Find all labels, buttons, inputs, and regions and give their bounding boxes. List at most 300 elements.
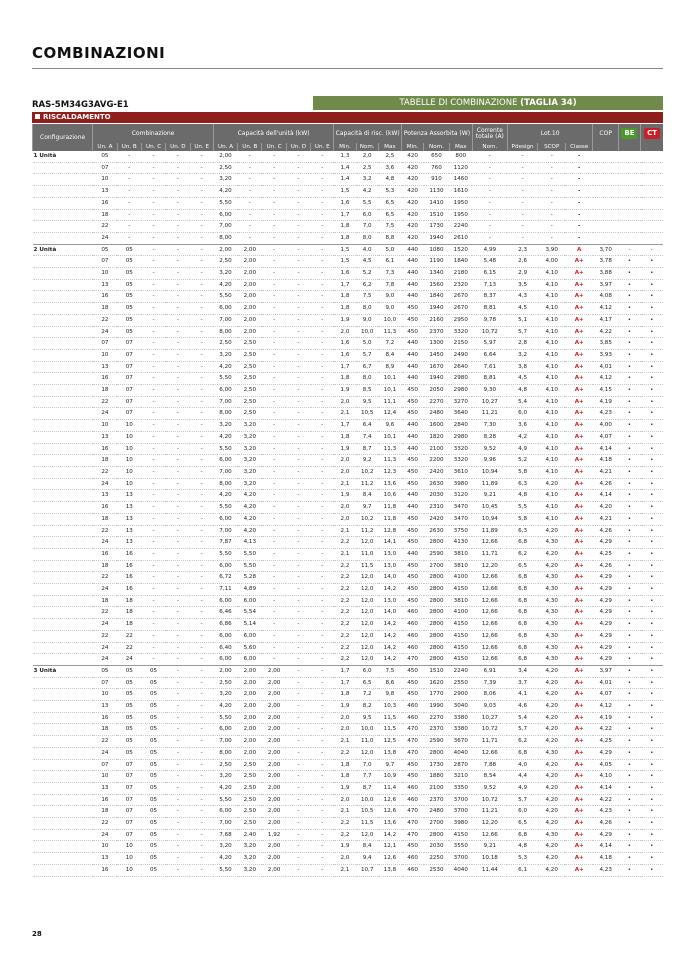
table-row (33, 689, 664, 701)
table-cell: - (286, 326, 310, 338)
table-cell: 2,00 (262, 782, 286, 794)
table-cell: 4,22 (593, 724, 618, 736)
table-cell: 2150 (449, 338, 472, 350)
table-cell: 14,2 (378, 829, 401, 841)
table-cell: 05 (117, 303, 141, 315)
table-cell: - (507, 162, 538, 174)
table-cell: - (311, 560, 334, 572)
table-cell: 4,20 (538, 560, 565, 572)
table-cell: 4,30 (538, 747, 565, 759)
table-cell: 6,86 (213, 619, 237, 631)
table-cell: 7,00 (213, 396, 237, 408)
table-cell: 05 (141, 677, 165, 689)
table-cell: 2,1 (334, 525, 356, 537)
table-cell: 4,15 (593, 385, 618, 397)
table-cell: 2800 (424, 584, 449, 596)
energy-class: A+ (565, 338, 593, 350)
table-cell: • (641, 548, 663, 560)
table-cell: 2,50 (238, 396, 262, 408)
table-cell: - (262, 584, 286, 596)
table-cell: 4,5 (356, 256, 378, 268)
table-cell: - (141, 221, 165, 233)
table-cell: • (618, 385, 640, 397)
table-cell: 450 (402, 525, 424, 537)
table-cell: - (190, 396, 213, 408)
table-cell: 3810 (449, 595, 472, 607)
table-cell: - (190, 689, 213, 701)
config-label (33, 431, 93, 443)
table-cell: 2,50 (213, 759, 237, 771)
table-cell: - (262, 443, 286, 455)
table-cell: 4,10 (538, 420, 565, 432)
table-cell: - (311, 455, 334, 467)
table-cell: - (166, 478, 190, 490)
table-cell: 3120 (449, 490, 472, 502)
table-cell: 12,0 (356, 747, 378, 759)
table-cell: - (141, 396, 165, 408)
table-cell: - (238, 197, 262, 209)
table-cell: 6,00 (213, 654, 237, 666)
table-row (33, 525, 664, 537)
table-cell: 5,8 (507, 466, 538, 478)
table-cell: - (190, 665, 213, 677)
table-cell: - (311, 642, 334, 654)
table-cell: 07 (117, 349, 141, 361)
energy-class: A+ (565, 771, 593, 783)
table-cell: - (166, 420, 190, 432)
table-cell: 3,2 (356, 174, 378, 186)
table-cell: 460 (402, 782, 424, 794)
table-cell: 2250 (424, 853, 449, 865)
table-cell: - (311, 782, 334, 794)
energy-class: A+ (565, 584, 593, 596)
table-cell: 5,3 (507, 853, 538, 865)
table-cell: 12,8 (378, 525, 401, 537)
table-cell: 2590 (424, 736, 449, 748)
table-cell: - (472, 174, 507, 186)
table-cell: 07 (93, 759, 117, 771)
table-cell: - (190, 349, 213, 361)
table-cell: 4,17 (593, 314, 618, 326)
table-cell: 1840 (424, 291, 449, 303)
table-cell: 2160 (424, 314, 449, 326)
table-cell: 05 (141, 747, 165, 759)
table-cell: 10,0 (356, 326, 378, 338)
table-cell: - (141, 268, 165, 280)
table-cell: - (190, 431, 213, 443)
energy-class: A+ (565, 455, 593, 467)
energy-class: A+ (565, 759, 593, 771)
table-cell: 7,11 (213, 584, 237, 596)
table-cell: 8,8 (378, 232, 401, 244)
table-row (33, 338, 664, 350)
table-cell: 13,8 (378, 864, 401, 876)
table-cell: 1300 (424, 338, 449, 350)
table-cell: 1,6 (334, 349, 356, 361)
table-cell: 4,20 (538, 712, 565, 724)
config-label (33, 689, 93, 701)
table-cell: - (311, 303, 334, 315)
table-cell: 440 (402, 502, 424, 514)
table-cell: 18 (93, 560, 117, 572)
table-cell: 4,00 (538, 256, 565, 268)
section-label: RISCALDAMENTO (43, 113, 111, 121)
table-cell: • (618, 314, 640, 326)
table-cell: - (166, 642, 190, 654)
table-cell: - (507, 186, 538, 198)
table-cell: 2,2 (334, 747, 356, 759)
table-cell: - (166, 806, 190, 818)
table-row (33, 232, 664, 244)
table-cell: 10 (117, 466, 141, 478)
table-row (33, 701, 664, 713)
table-cell: 4,10 (538, 490, 565, 502)
table-cell: - (286, 759, 310, 771)
table-cell: 7,3 (378, 268, 401, 280)
table-cell: 5,50 (213, 502, 237, 514)
table-cell: 9,96 (472, 455, 507, 467)
table-cell: 4,10 (538, 385, 565, 397)
table-cell: 1,8 (334, 431, 356, 443)
energy-class: - (565, 174, 593, 186)
header-ct (641, 124, 663, 143)
table-cell: 6,7 (356, 361, 378, 373)
table-cell: - (166, 268, 190, 280)
table-cell: 2800 (424, 630, 449, 642)
table-cell: 4,20 (538, 689, 565, 701)
table-cell: - (141, 420, 165, 432)
table-cell: 2,00 (262, 759, 286, 771)
table-cell: 1,9 (334, 490, 356, 502)
table-cell: 6,8 (507, 642, 538, 654)
table-cell: 10,0 (356, 794, 378, 806)
table-cell: 2,00 (262, 853, 286, 865)
table-cell: - (286, 818, 310, 830)
table-cell: 5,7 (356, 349, 378, 361)
table-cell: 10 (117, 853, 141, 865)
section-bar (32, 112, 663, 123)
table-cell: - (286, 291, 310, 303)
table-cell: 6,46 (213, 607, 237, 619)
table-cell: 6,8 (507, 607, 538, 619)
table-cell: 6,00 (213, 806, 237, 818)
table-cell: - (117, 162, 141, 174)
table-row (33, 712, 664, 724)
table-cell: - (190, 326, 213, 338)
table-cell: 4,10 (538, 513, 565, 525)
energy-class: A+ (565, 782, 593, 794)
table-cell: 5,7 (507, 794, 538, 806)
table-cell: • (641, 619, 663, 631)
table-cell: - (190, 186, 213, 198)
table-cell: 1,5 (334, 186, 356, 198)
table-cell: 3,90 (538, 244, 565, 256)
table-cell: - (141, 431, 165, 443)
table-cell: 4,8 (507, 841, 538, 853)
table-cell: 1950 (449, 197, 472, 209)
table-cell: - (238, 232, 262, 244)
config-label: 2 Unità (33, 244, 93, 256)
energy-class: A+ (565, 349, 593, 361)
table-cell: 4,10 (538, 502, 565, 514)
table-cell: 450 (402, 689, 424, 701)
table-row (33, 537, 664, 549)
table-cell: 13,0 (378, 595, 401, 607)
table-row (33, 502, 664, 514)
table-cell: 6,8 (507, 630, 538, 642)
table-cell: 10 (117, 864, 141, 876)
table-cell: - (507, 232, 538, 244)
table-cell: 24 (93, 326, 117, 338)
table-cell: • (618, 466, 640, 478)
energy-class: A+ (565, 841, 593, 853)
table-row (33, 490, 664, 502)
table-cell: 2320 (449, 279, 472, 291)
table-cell: 4,29 (593, 584, 618, 596)
table-cell: 4,08 (593, 291, 618, 303)
table-cell: 440 (402, 291, 424, 303)
table-cell: - (311, 818, 334, 830)
table-cell: - (262, 338, 286, 350)
model-name: RAS-5M34G3AVG-E1 (32, 100, 129, 110)
page-number: 28 (32, 930, 42, 938)
table-cell: • (641, 291, 663, 303)
table-cell: 440 (402, 431, 424, 443)
table-cell: 11,21 (472, 408, 507, 420)
table-cell: 470 (402, 829, 424, 841)
config-label (33, 326, 93, 338)
table-cell: - (311, 677, 334, 689)
energy-class: A+ (565, 314, 593, 326)
energy-class: A+ (565, 806, 593, 818)
table-cell: 4,20 (538, 794, 565, 806)
config-label (33, 771, 93, 783)
table-cell: • (641, 782, 663, 794)
table-cell: 440 (402, 279, 424, 291)
table-cell: - (262, 455, 286, 467)
table-cell: 4,30 (538, 537, 565, 549)
table-cell: 4,10 (538, 326, 565, 338)
table-cell: - (190, 829, 213, 841)
table-cell: 6,00 (213, 209, 237, 221)
table-cell: 4130 (449, 537, 472, 549)
table-cell: • (618, 537, 640, 549)
table-cell: 6,8 (507, 619, 538, 631)
table-cell: 4,26 (593, 525, 618, 537)
table-cell: - (166, 373, 190, 385)
table-cell: • (641, 572, 663, 584)
table-cell: 14,2 (378, 642, 401, 654)
table-cell: 12,6 (378, 794, 401, 806)
table-cell: - (286, 665, 310, 677)
table-cell: - (141, 642, 165, 654)
table-cell: 10,0 (356, 724, 378, 736)
table-cell: - (262, 396, 286, 408)
table-cell: 3,93 (593, 349, 618, 361)
config-label (33, 408, 93, 420)
table-cell: - (141, 537, 165, 549)
table-cell: 4,20 (238, 513, 262, 525)
table-cell: 05 (117, 701, 141, 713)
table-cell: 10 (117, 841, 141, 853)
table-cell: 07 (117, 806, 141, 818)
table-cell: - (262, 151, 286, 162)
table-cell: 4,20 (238, 490, 262, 502)
table-cell: 05 (93, 665, 117, 677)
table-cell: - (538, 221, 565, 233)
table-cell: 2480 (424, 408, 449, 420)
table-cell: - (190, 455, 213, 467)
table-cell: - (286, 548, 310, 560)
table-cell: - (166, 256, 190, 268)
table-cell: 11,89 (472, 478, 507, 490)
table-cell: 24 (93, 829, 117, 841)
table-cell: 10,0 (378, 314, 401, 326)
table-cell: • (641, 747, 663, 759)
table-cell: - (262, 174, 286, 186)
table-row (33, 759, 664, 771)
table-cell: 10,1 (378, 385, 401, 397)
table-cell: • (641, 689, 663, 701)
table-cell: - (190, 853, 213, 865)
table-cell: 3670 (449, 736, 472, 748)
table-cell: 7,87 (213, 537, 237, 549)
table-cell: - (311, 864, 334, 876)
table-cell: 07 (117, 338, 141, 350)
table-cell: - (166, 864, 190, 876)
table-cell: 07 (117, 361, 141, 373)
table-cell: 450 (402, 841, 424, 853)
table-cell: 05 (117, 724, 141, 736)
table-row (33, 771, 664, 783)
table-cell: 16 (117, 560, 141, 572)
config-label (33, 197, 93, 209)
table-cell: 2420 (424, 466, 449, 478)
table-cell: - (141, 244, 165, 256)
config-label (33, 841, 93, 853)
table-cell: - (190, 736, 213, 748)
table-cell: 440 (402, 349, 424, 361)
table-cell: 8,81 (472, 303, 507, 315)
table-cell: 2,2 (334, 619, 356, 631)
table-cell: - (190, 466, 213, 478)
table-cell: 1560 (424, 279, 449, 291)
energy-class: A+ (565, 607, 593, 619)
table-cell: - (190, 782, 213, 794)
table-cell: - (262, 244, 286, 256)
table-cell: 22 (93, 221, 117, 233)
config-label (33, 490, 93, 502)
table-cell: 2,00 (262, 806, 286, 818)
table-cell: 07 (117, 794, 141, 806)
table-cell: - (141, 630, 165, 642)
table-cell: - (286, 361, 310, 373)
table-cell: • (618, 502, 640, 514)
energy-class: A+ (565, 677, 593, 689)
energy-class: A+ (565, 396, 593, 408)
table-cell: - (507, 221, 538, 233)
table-cell: 9,78 (472, 314, 507, 326)
table-cell: • (618, 525, 640, 537)
table-cell: 4,9 (507, 782, 538, 794)
table-cell: 650 (424, 151, 449, 162)
table-cell: 05 (117, 736, 141, 748)
table-row (33, 595, 664, 607)
table-cell: 4,19 (593, 712, 618, 724)
table-cell: - (141, 385, 165, 397)
table-cell: 2670 (449, 303, 472, 315)
table-cell: - (166, 607, 190, 619)
table-cell: 7,0 (356, 221, 378, 233)
table-cell: 2,00 (238, 736, 262, 748)
table-cell: 450 (402, 584, 424, 596)
header-cop: COP (593, 124, 618, 143)
table-cell: 3,70 (593, 244, 618, 256)
table-cell: - (538, 209, 565, 221)
table-cell: - (190, 314, 213, 326)
table-cell: 07 (117, 782, 141, 794)
table-cell: - (190, 642, 213, 654)
table-cell: - (166, 338, 190, 350)
table-row (33, 396, 664, 408)
table-row (33, 619, 664, 631)
table-cell: - (141, 502, 165, 514)
table-cell: 2670 (449, 291, 472, 303)
table-cell: - (311, 361, 334, 373)
table-cell: - (311, 385, 334, 397)
table-cell: 4,1 (507, 689, 538, 701)
table-cell: 3040 (449, 701, 472, 713)
table-cell: - (286, 256, 310, 268)
table-cell: 10,2 (356, 513, 378, 525)
table-cell: - (166, 654, 190, 666)
table-cell: 2,1 (334, 864, 356, 876)
table-cell: - (311, 244, 334, 256)
table-cell: • (618, 619, 640, 631)
table-cell: 2420 (424, 513, 449, 525)
table-cell: 24 (93, 654, 117, 666)
table-cell: • (618, 630, 640, 642)
table-cell: - (117, 209, 141, 221)
table-cell: 4,20 (213, 431, 237, 443)
table-cell: 11,2 (356, 525, 378, 537)
table-cell: 05 (93, 244, 117, 256)
table-cell: - (311, 701, 334, 713)
table-cell: 2800 (424, 607, 449, 619)
table-cell: 3,97 (593, 279, 618, 291)
energy-class: A+ (565, 291, 593, 303)
table-cell: 16 (93, 197, 117, 209)
table-cell: • (641, 607, 663, 619)
header-row-sub (33, 143, 664, 151)
table-cell: 4,20 (538, 724, 565, 736)
config-label (33, 232, 93, 244)
table-cell: • (618, 478, 640, 490)
table-cell: - (190, 256, 213, 268)
table-cell: 7,00 (213, 221, 237, 233)
table-cell (618, 186, 640, 198)
table-cell: • (618, 455, 640, 467)
table-cell (618, 174, 640, 186)
table-cell: 2,0 (334, 712, 356, 724)
table-cell: 2,9 (507, 268, 538, 280)
table-cell: - (166, 232, 190, 244)
table-cell: - (262, 209, 286, 221)
table-cell: - (286, 209, 310, 221)
table-cell: - (262, 186, 286, 198)
table-cell: - (262, 408, 286, 420)
table-cell: 4150 (449, 654, 472, 666)
